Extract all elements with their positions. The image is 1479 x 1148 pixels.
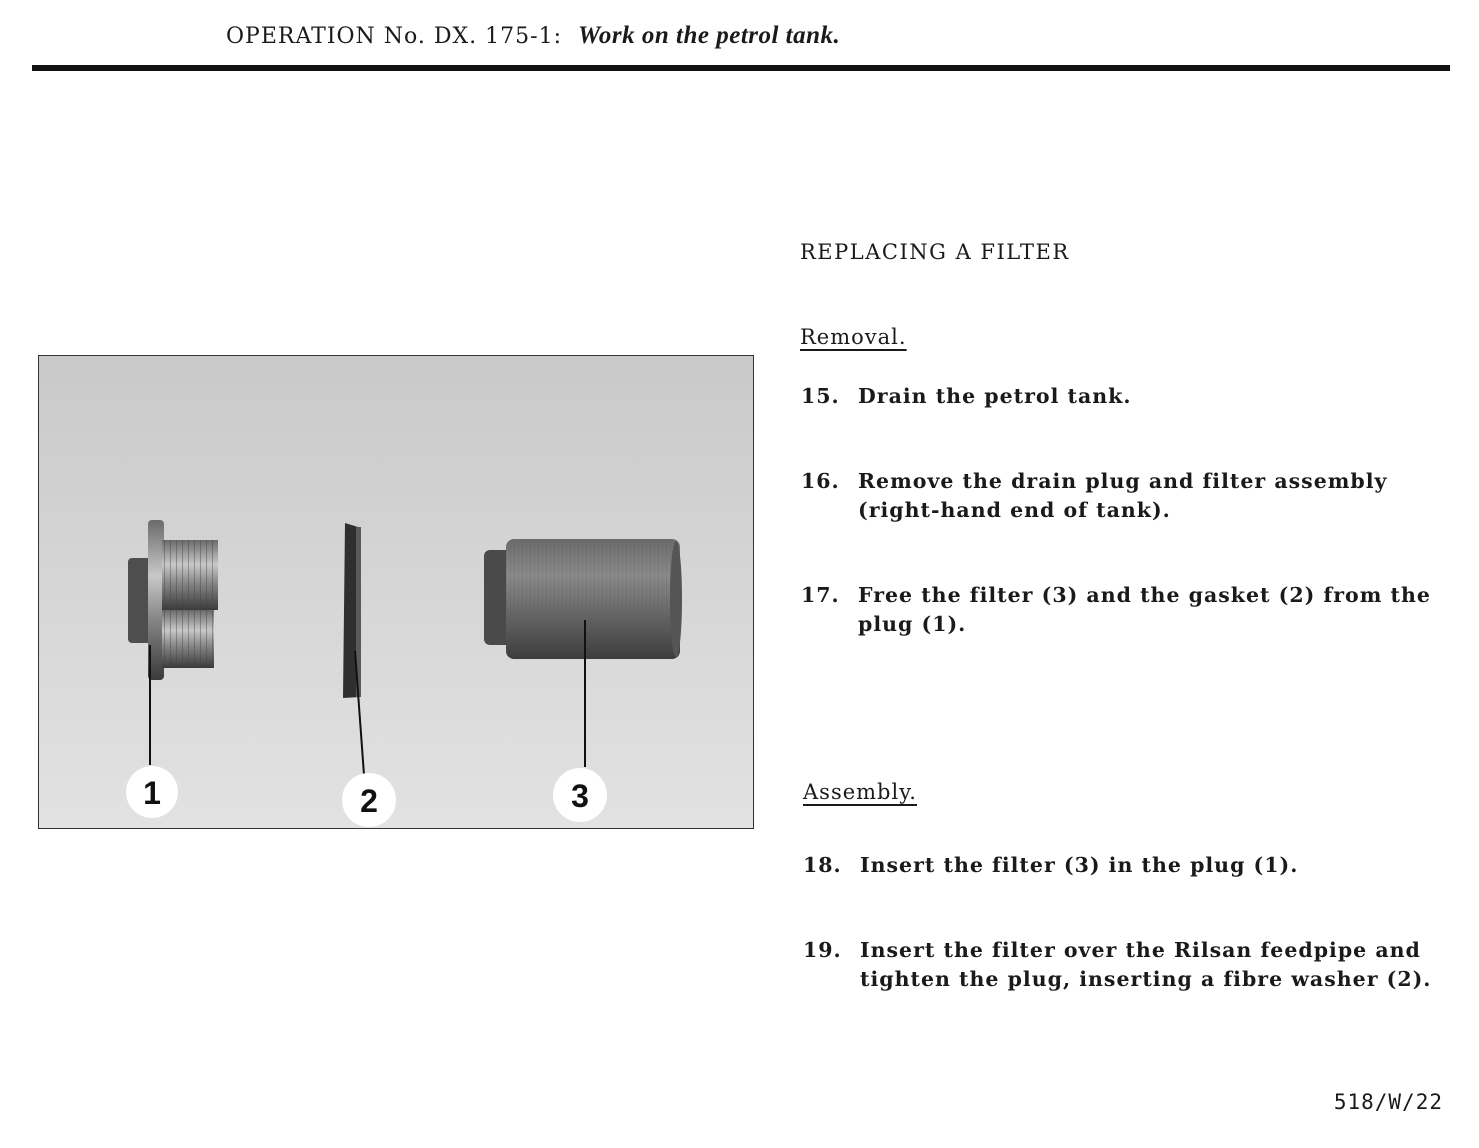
callout-2-label: 2 <box>360 783 378 819</box>
step-number: 19. <box>803 938 842 962</box>
page-reference: 518/W/22 <box>1333 1090 1443 1114</box>
page-header <box>226 22 840 50</box>
step-number: 16. <box>801 469 840 493</box>
operation-title: Work on the petrol tank. <box>578 22 841 49</box>
assembly-heading: Assembly. <box>803 780 917 804</box>
step-15 <box>801 382 1441 411</box>
step-16 <box>801 467 1441 525</box>
step-text: Insert the filter (3) in the plug (1). <box>860 853 1299 877</box>
step-text: Free the filter (3) and the gasket (2) from the plug (1). <box>858 583 1431 636</box>
filter-element <box>484 539 682 659</box>
step-17 <box>801 581 1441 639</box>
step-18 <box>803 851 1443 880</box>
step-text: Insert the filter over the Rilsan feedpipe and tighten the plug, inserting a fibre washer (2). <box>860 938 1432 991</box>
removal-heading: Removal. <box>800 325 907 349</box>
header-rule <box>32 65 1450 71</box>
gasket <box>343 523 361 698</box>
operation-number: OPERATION No. DX. 175-1: <box>226 24 563 49</box>
step-text: Drain the petrol tank. <box>858 384 1132 408</box>
parts-photo <box>38 355 754 829</box>
callout-1-label: 1 <box>143 775 161 811</box>
step-19 <box>803 936 1443 994</box>
step-number: 15. <box>801 384 840 408</box>
section-title: REPLACING A FILTER <box>800 240 1070 264</box>
step-number: 18. <box>803 853 842 877</box>
step-text: Remove the drain plug and filter assembly (right-hand end of tank). <box>858 469 1388 522</box>
step-number: 17. <box>801 583 840 607</box>
callout-3-label: 3 <box>571 778 589 814</box>
